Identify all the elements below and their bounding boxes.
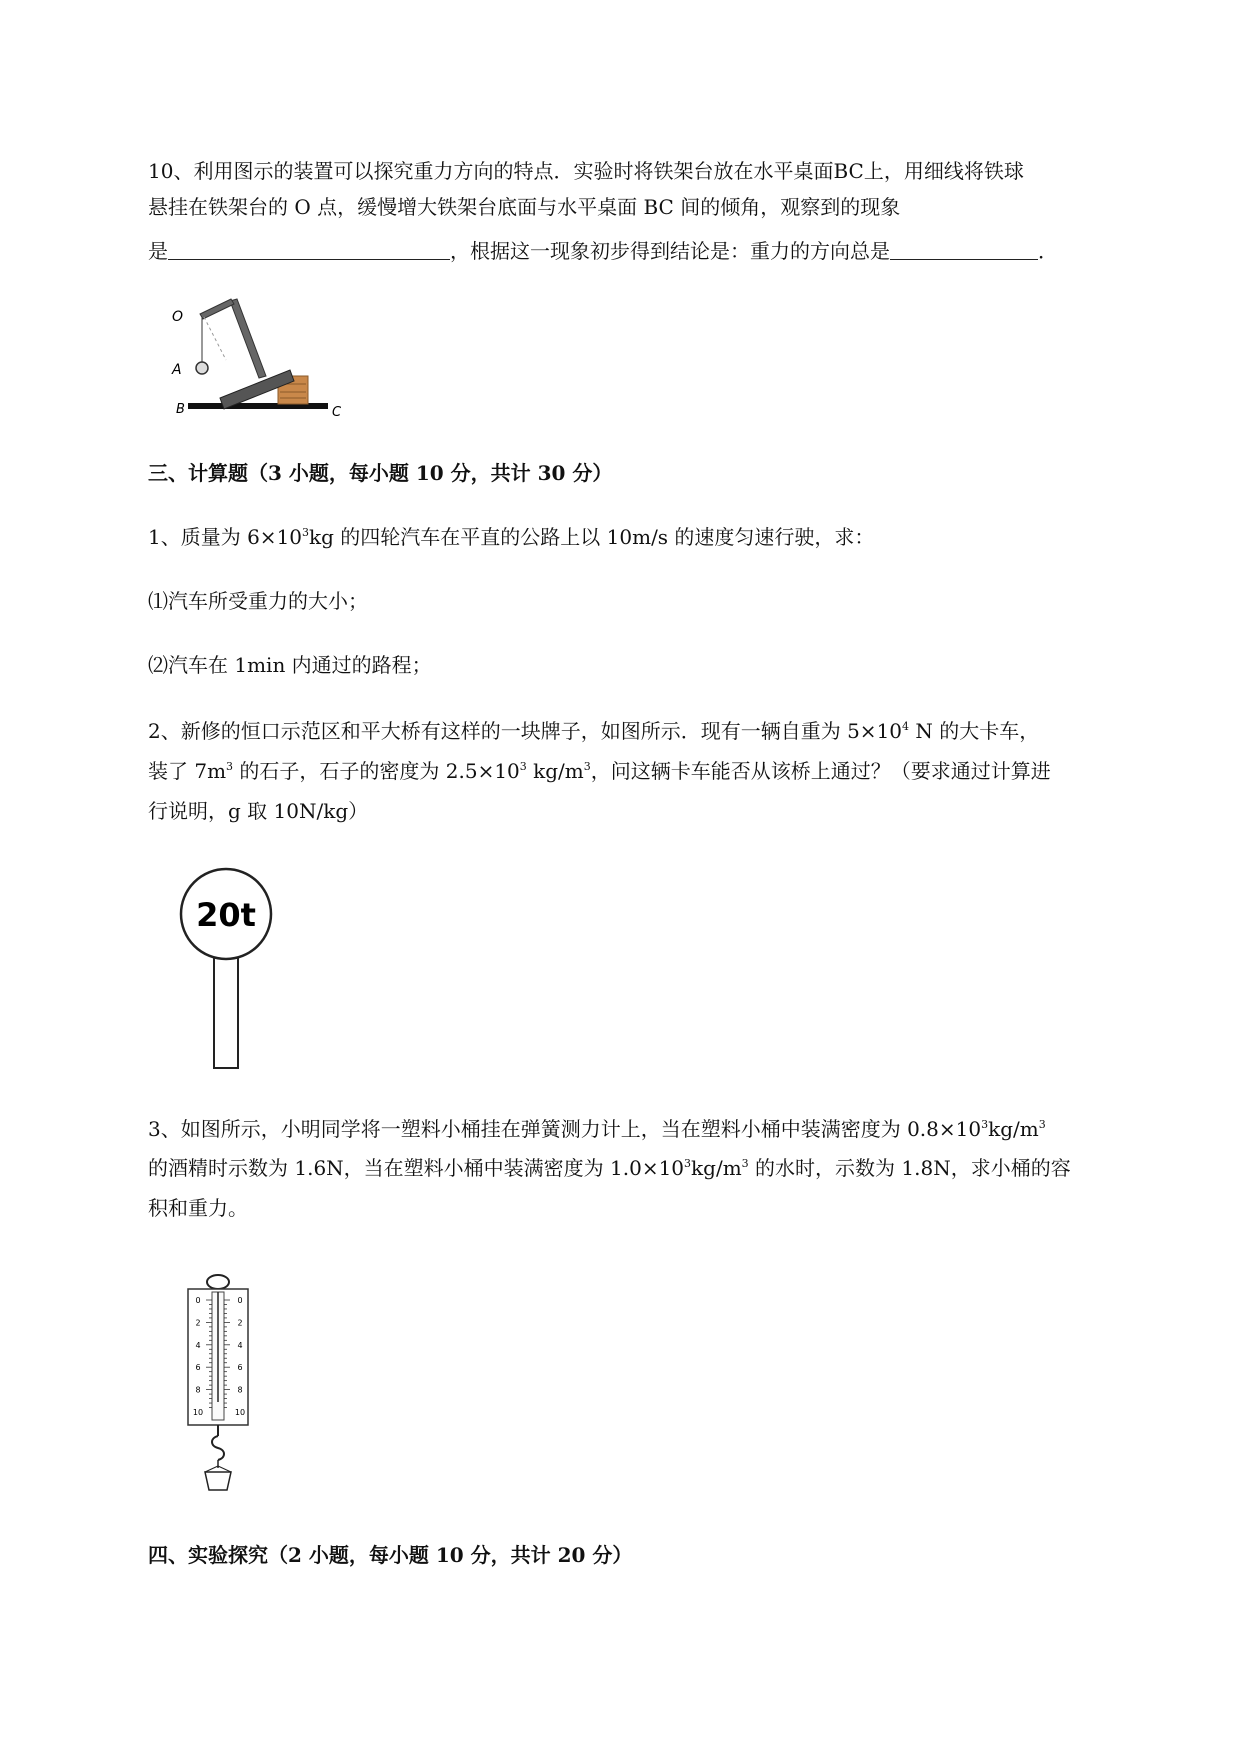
p2-l2-sup2: 3 xyxy=(519,760,527,773)
scale-tick-label-right: 2 xyxy=(237,1318,243,1328)
q10-line-2: 悬挂在铁架台的 O 点，缓慢增大铁架台底面与水平桌面 BC 间的倾角，观察到的现象 xyxy=(148,195,901,219)
label-c: C xyxy=(332,405,342,420)
p1-sub-1: ⑴汽车所受重力的大小； xyxy=(148,589,368,613)
p1-stem-a: 1、质量为 6×10 xyxy=(148,525,303,549)
p3-l2-sup1: 3 xyxy=(684,1157,692,1170)
scale-tick-label-right: 0 xyxy=(237,1296,243,1305)
p2-l1-a: 2、新修的恒口示范区和平大桥有这样的一块牌子，如图所示．现有一辆自重为 5×10 xyxy=(148,719,903,743)
p3-l2-sup2: 3 xyxy=(741,1157,749,1170)
p3-l2-b: kg/m xyxy=(691,1156,742,1180)
p3-l1-sup1: 3 xyxy=(981,1118,989,1131)
p2-l2-b: 的石子，石子的密度为 2.5×10 xyxy=(233,759,520,783)
scale-tick-label-left: 10 xyxy=(192,1408,204,1417)
p2-l2-d: ，问这辆卡车能否从该桥上通过？（要求通过计算进 xyxy=(590,759,1051,783)
p3-l2-c: 的水时，示数为 1.8N，求小桶的容 xyxy=(748,1156,1071,1180)
label-a: A xyxy=(172,362,182,378)
label-b: B xyxy=(176,402,185,417)
hook-icon xyxy=(212,1436,224,1460)
p2-l1-sup: 4 xyxy=(902,720,910,733)
p2-l2-sup1: 3 xyxy=(226,760,234,773)
answer-blank-direction[interactable] xyxy=(890,237,1038,260)
p2-l2-c: kg/m xyxy=(526,759,584,783)
scale-tick-label-right: 6 xyxy=(237,1363,243,1373)
scale-tick-label-right: 4 xyxy=(237,1340,243,1350)
q10-line-3 xyxy=(148,236,1058,266)
p3-line-2 xyxy=(148,1153,1071,1183)
dashed-reference xyxy=(204,317,226,360)
answer-blank-phenomenon[interactable] xyxy=(168,237,450,260)
p1-stem-sup: 3 xyxy=(302,526,310,539)
scale-tick-label-left: 0 xyxy=(195,1296,201,1305)
iron-ball xyxy=(196,362,208,374)
p3-l2-a: 的酒精时示数为 1.6N，当在塑料小桶中装满密度为 1.0×10 xyxy=(148,1156,685,1180)
stand-rod xyxy=(230,299,266,378)
scale-tick-label-right: 8 xyxy=(237,1385,243,1395)
q10-text-b: ，根据这一现象初步得到结论是：重力的方向总是 xyxy=(450,239,890,263)
p2-line-3: 行说明，g 取 10N/kg） xyxy=(148,799,369,823)
weight-limit-sign xyxy=(178,866,278,1072)
p2-line-2 xyxy=(148,756,1051,786)
iron-stand-figure xyxy=(170,290,350,420)
p2-l2-a: 装了 7m xyxy=(148,759,227,783)
p1-sub-2: ⑵汽车在 1min 内通过的路程； xyxy=(148,653,432,677)
scale-tick-label-right: 10 xyxy=(234,1408,246,1417)
scale-tick-label-left: 6 xyxy=(195,1363,201,1373)
scale-tick-label-left: 8 xyxy=(195,1385,201,1395)
label-o: O xyxy=(172,309,184,325)
p1-stem-b: kg 的四轮汽车在平直的公路上以 10m/s 的速度匀速行驶，求： xyxy=(309,525,875,549)
stand-arm xyxy=(200,299,234,319)
p1-stem xyxy=(148,522,874,552)
q10-text-c: ． xyxy=(1038,239,1058,263)
section-3-heading: 三、计算题（3 小题，每小题 10 分，共计 30 分） xyxy=(148,461,613,485)
p2-line-1 xyxy=(148,716,1039,746)
scale-ring xyxy=(207,1275,229,1289)
spring-balance-figure xyxy=(180,1272,260,1500)
p3-l1-a: 3、如图所示，小明同学将一塑料小桶挂在弹簧测力计上，当在塑料小桶中装满密度为 0.8×10 xyxy=(148,1117,982,1141)
p2-l1-b: N 的大卡车， xyxy=(909,719,1040,743)
p3-l1-sup2: 3 xyxy=(1038,1118,1046,1131)
sign-post xyxy=(214,958,238,1068)
scale-tick-label-left: 2 xyxy=(195,1318,201,1328)
p2-l2-sup3: 3 xyxy=(583,760,591,773)
q10-text-a: 是 xyxy=(148,239,168,263)
p3-line-3: 积和重力。 xyxy=(148,1196,248,1220)
p3-line-1 xyxy=(148,1114,1046,1144)
q10-line-1: 10、利用图示的装置可以探究重力方向的特点．实验时将铁架台放在水平桌面BC上，用细线将铁球 xyxy=(148,159,1024,183)
sign-text: 20t xyxy=(196,896,256,934)
scale-tick-label-left: 4 xyxy=(195,1340,201,1350)
section-4-heading: 四、实验探究（2 小题，每小题 10 分，共计 20 分） xyxy=(148,1543,633,1567)
bucket-icon xyxy=(205,1472,231,1490)
p3-l1-b: kg/m xyxy=(988,1117,1039,1141)
